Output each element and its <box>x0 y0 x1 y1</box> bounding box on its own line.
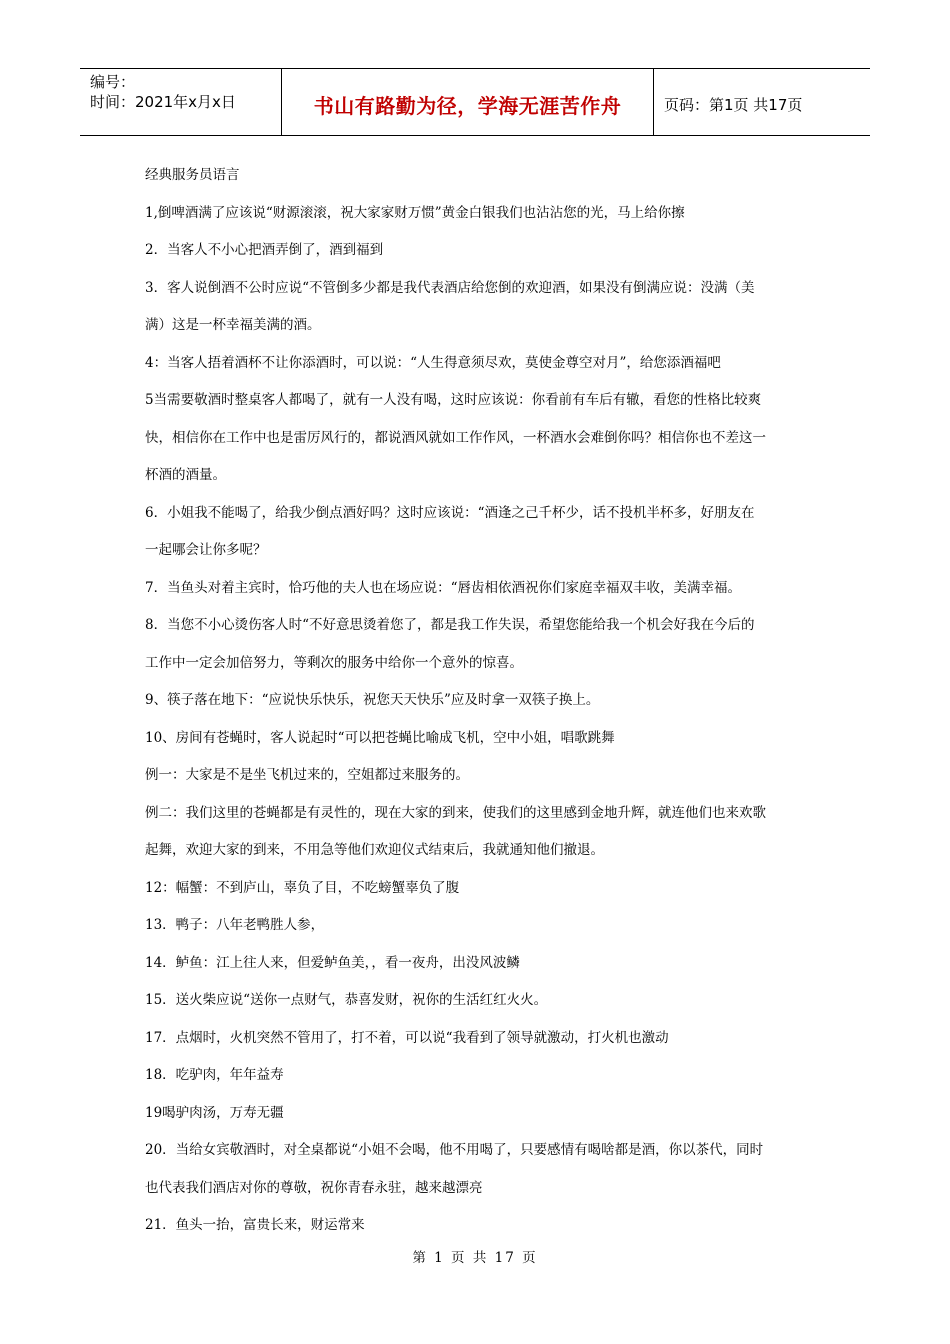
body-text-line: 例一：大家是不是坐飞机过来的，空姐都过来服务的。 <box>145 767 469 783</box>
body-text-line: 一起哪会让你多呢？ <box>145 542 267 558</box>
body-text-line: 18．吃驴肉，年年益寿 <box>145 1067 284 1083</box>
body-text-line: 15．送火柴应说“送你一点财气，恭喜发财，祝你的生活红红火火。 <box>145 992 548 1008</box>
body-text-line: 杯酒的酒量。 <box>145 467 226 483</box>
document-date-label: 时间：2021年x月x日 <box>90 93 236 111</box>
body-text-line: 2．当客人不小心把酒弄倒了，酒到福到 <box>145 242 384 258</box>
body-text-line: 14．鲈鱼：江上往人来，但爱鲈鱼美，，看一夜舟，出没风波鳞 <box>145 954 520 971</box>
header-meta <box>80 69 282 135</box>
body-text-line: 8．当您不小心烫伤客人时“不好意思烫着您了，都是我工作失误，希望您能给我一个机会好我在今后的 <box>145 617 755 633</box>
body-text-line: 20．当给女宾敬酒时，对全桌都说“小姐不会喝，他不用喝了，只要感情有喝啥都是酒，你以茶代，同时 <box>145 1142 764 1158</box>
body-text-line: 6．小姐我不能喝了，给我少倒点酒好吗？这时应该说：“酒逢之己千杯少，话不投机半杯多，好朋友在 <box>145 504 755 521</box>
body-text-line: 工作中一定会加倍努力，等剩次的服务中给你一个意外的惊喜。 <box>145 654 523 671</box>
body-text-line: 13．鸭子：八年老鸭胜人参， <box>145 917 325 933</box>
body-text-line: 起舞，欢迎大家的到来，不用急等他们欢迎仪式结束后，我就通知他们撤退。 <box>145 842 604 858</box>
body-text-line: 也代表我们酒店对你的尊敬，祝你青春永驻，越来越漂亮 <box>145 1179 483 1196</box>
body-text-line: 例二：我们这里的苍蝇都是有灵性的，现在大家的到来，使我们的这里感到金地升辉，就连他们也来欢歌 <box>145 804 766 821</box>
body-text-line: 1,倒啤酒满了应该说“财源滚滚，祝大家家财万惯”黄金白银我们也沾沾您的光，马上给你擦 <box>145 204 685 221</box>
header-motto: 书山有路勤为径，学海无涯苦作舟 <box>282 69 654 135</box>
document-title: 经典服务员语言 <box>145 167 240 183</box>
body-text-line: 21．鱼头一抬，富贵长来，财运常来 <box>145 1217 365 1233</box>
document-body <box>145 157 815 1245</box>
body-text-line: 4：当客人捂着酒杯不让你添酒时，可以说：“人生得意须尽欢，莫使金尊空对月”，给您添酒福吧 <box>145 354 721 371</box>
body-text-line: 满）这是一杯幸福美满的酒。 <box>145 317 321 333</box>
body-text-line: 10、房间有苍蝇时，客人说起时“可以把苍蝇比喻成飞机，空中小姐，唱歌跳舞 <box>145 729 615 746</box>
document-number-label: 编号： <box>90 73 136 91</box>
body-text-line: 19喝驴肉汤，万寿无疆 <box>145 1104 284 1121</box>
body-text-line: 12：幅蟹：不到庐山，辜负了目，不吃螃蟹辜负了腹 <box>145 879 460 896</box>
page-header <box>80 68 870 136</box>
page-footer: 第 1 页 共 17 页 <box>412 1250 538 1266</box>
body-text-line: 快，相信你在工作中也是雷厉风行的，都说酒风就如工作作风，一杯酒水会难倒你吗？相信你也不差这一 <box>145 429 766 446</box>
body-text-line: 9、筷子落在地下：“应说快乐快乐，祝您天天快乐”应及时拿一双筷子换上。 <box>145 692 600 708</box>
body-text-line: 17．点烟时，火机突然不管用了，打不着，可以说“我看到了领导就激动，打火机也激动 <box>145 1029 669 1046</box>
body-text-line: 5当需要敬酒时整桌客人都喝了，就有一人没有喝，这时应该说：你看前有车后有辙，看您的性格比较爽 <box>145 392 762 408</box>
body-text-line: 3．客人说倒酒不公时应说“不管倒多少都是我代表酒店给您倒的欢迎酒，如果没有倒满应说：没满（美 <box>145 279 755 296</box>
body-text-line: 7．当鱼头对着主宾时，恰巧他的夫人也在场应说：“唇齿相依酒祝你们家庭幸福双丰收，美满幸福。 <box>145 579 741 596</box>
header-page-number: 页码：第1页 共17页 <box>664 95 803 114</box>
